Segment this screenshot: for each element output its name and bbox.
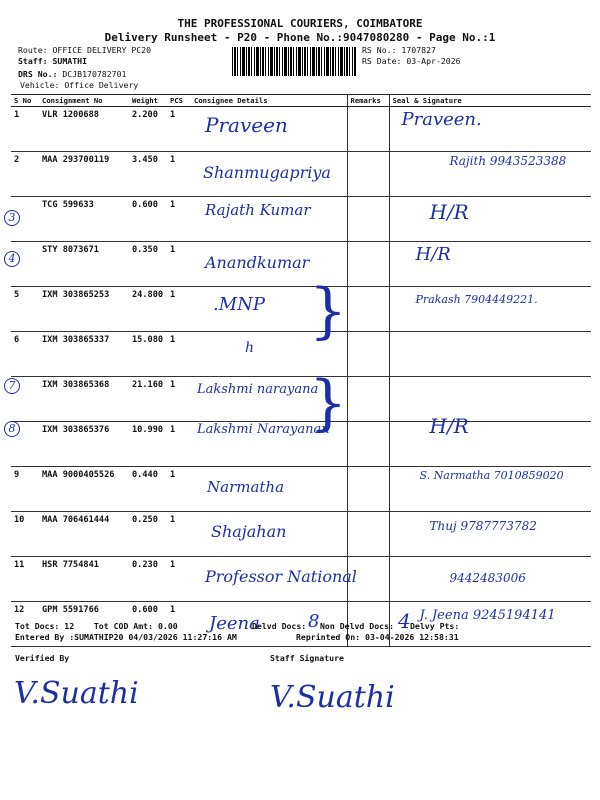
row-remarks: [347, 512, 389, 557]
row-remarks: [347, 422, 389, 467]
route-label: Route: OFFICE DELIVERY PC20: [18, 45, 152, 55]
consignee-handwritten: Praveen: [205, 113, 288, 137]
row-weight: 2.200: [129, 107, 167, 152]
barcode-image: [232, 47, 356, 76]
row-seal-signature: [389, 107, 591, 152]
total-docs: Tot Docs: 12: [15, 621, 75, 631]
signature-handwritten: Prakash 7904449221.: [415, 293, 538, 306]
rs-number: RS No.: 1707827: [362, 45, 436, 55]
row-remarks: [347, 377, 389, 422]
row-weight: 0.350: [129, 242, 167, 287]
row-consignee: [191, 467, 347, 512]
company-name: THE PROFESSIONAL COURIERS, COIMBATORE: [177, 17, 423, 30]
row-sno: [8, 377, 39, 422]
consignee-handwritten: Lakshmi narayana: [197, 382, 319, 397]
row-consignment-no: TCG 599633: [39, 197, 129, 242]
row-sno: 11: [11, 557, 39, 602]
table-row: [11, 107, 591, 152]
row-weight: 0.250: [129, 512, 167, 557]
row-weight: 3.450: [129, 152, 167, 197]
row-consignment-no: STY 8073671: [39, 242, 129, 287]
col-weight: Weight: [129, 95, 167, 107]
row-pcs: 1: [167, 197, 191, 242]
row-weight: 24.800: [129, 287, 167, 332]
table-row: [11, 467, 591, 512]
delivered-docs-handwritten: 8: [308, 611, 320, 632]
row-consignee: [191, 512, 347, 557]
col-consignee: Consignee Details: [191, 95, 347, 107]
verified-by-label: Verified By: [15, 653, 70, 663]
col-pcs: PCS: [167, 95, 191, 107]
row-consignee: [191, 557, 357, 602]
consignee-handwritten: Jeena: [209, 613, 260, 634]
row-sno: 5: [11, 287, 39, 332]
table-row: [11, 242, 591, 287]
row-consignment-no: IXM 303865376: [39, 422, 129, 467]
row-pcs: 1: [167, 377, 191, 422]
row-number-circled-mark: 3: [4, 210, 20, 226]
totals-row: [15, 621, 192, 631]
drs-value: DCJB170782701: [62, 69, 127, 79]
staff-signature-label: Staff Signature: [270, 653, 344, 663]
row-seal-signature: [389, 557, 591, 602]
row-remarks: [347, 107, 389, 152]
signature-handwritten: H/R: [429, 414, 469, 438]
row-pcs: 1: [167, 467, 191, 512]
verified-by-signature: V.Suathi: [14, 676, 139, 711]
row-consignment-no: MAA 293700119: [39, 152, 129, 197]
row-weight: 0.600: [129, 197, 167, 242]
signature-handwritten: H/R: [415, 244, 451, 265]
row-consignee: [191, 107, 347, 152]
consignee-handwritten: Narmatha: [207, 478, 285, 496]
row-sno: [8, 197, 39, 242]
row-number-circled-mark: 8: [4, 421, 20, 437]
col-seal-signature: Seal & Signature: [389, 95, 591, 107]
row-seal-signature: [389, 377, 591, 422]
consignee-handwritten: Shanmugapriya: [203, 163, 331, 182]
row-consignee: [191, 276, 348, 346]
non-delivered-docs-label: Non Delvd Docs:: [320, 621, 394, 631]
consignee-handwritten: .MNP: [213, 294, 266, 315]
row-consignment-no: VLR 1200688: [39, 107, 129, 152]
entered-by: Entered By :SUMATHIP20 04/03/2026 11:27:16 AM: [15, 632, 237, 642]
row-consignment-no: MAA 9000405526: [39, 467, 129, 512]
row-pcs: 1: [167, 332, 191, 377]
row-weight: 10.990: [129, 422, 167, 467]
row-seal-signature: [389, 242, 591, 287]
row-consignee: [191, 422, 347, 467]
table-row: [11, 152, 591, 197]
row-remarks: [347, 242, 389, 287]
row-seal-signature: [389, 332, 591, 377]
table-row: [11, 422, 591, 467]
row-sno: 2: [11, 152, 39, 197]
total-cod-amount: Tot COD Amt: 0.00: [93, 621, 178, 631]
table-row: [11, 287, 591, 332]
row-weight: 21.160: [129, 377, 167, 422]
row-remarks: [347, 467, 389, 512]
drs-number: [18, 69, 126, 79]
consignee-handwritten: h: [245, 340, 255, 356]
row-weight: 0.600: [129, 602, 167, 647]
row-consignee: [191, 197, 347, 242]
row-pcs: 1: [167, 512, 191, 557]
table-row: [11, 332, 591, 377]
row-consignment-no: MAA 706461444: [39, 512, 129, 557]
row-remarks: [347, 197, 389, 242]
signature-handwritten: S. Narmatha 7010859020: [419, 469, 564, 482]
row-consignment-no: IXM 303865368: [39, 377, 129, 422]
signature-handwritten: H/R: [429, 200, 469, 224]
row-sno: 12: [11, 602, 39, 647]
runsheet-table: [8, 94, 591, 647]
staff-label: Staff: SUMATHI: [18, 56, 88, 66]
row-consignment-no: HSR 7754841: [39, 557, 129, 602]
row-sno: 6: [11, 332, 39, 377]
staff-signature: V.Suathi: [270, 680, 395, 715]
row-seal-signature: [389, 197, 591, 242]
row-weight: 0.440: [129, 467, 167, 512]
table-row: [11, 197, 591, 242]
col-consignment: Consignment No: [39, 95, 129, 107]
row-weight: 0.230: [129, 557, 167, 602]
brace-mark: }: [309, 276, 348, 346]
row-remarks: [347, 287, 389, 332]
row-consignee: [191, 152, 347, 197]
row-sno: [8, 422, 39, 467]
vehicle-label: Vehicle: Office Delivery: [20, 80, 139, 90]
row-seal-signature: [389, 414, 591, 467]
row-consignment-no: GPM 5591766: [39, 602, 129, 647]
consignee-handwritten: Rajath Kumar: [205, 201, 311, 219]
row-seal-signature: [389, 287, 591, 332]
signature-handwritten: Rajith 9943523388: [449, 154, 567, 168]
row-weight: 15.080: [129, 332, 167, 377]
consignee-handwritten: Anandkumar: [205, 253, 310, 272]
signature-handwritten: Thuj 9787773782: [429, 519, 537, 533]
row-pcs: 1: [167, 107, 191, 152]
row-remarks: [347, 152, 389, 197]
table-row: [11, 512, 591, 557]
consignee-handwritten: Lakshmi Narayanan: [197, 422, 330, 437]
delivered-docs-label: Delvd Docs:: [252, 621, 307, 631]
row-pcs: 1: [167, 557, 191, 602]
row-remarks: [347, 332, 389, 377]
row-seal-signature: [389, 152, 591, 197]
row-consignment-no: IXM 303865253: [39, 287, 129, 332]
table-row: [11, 557, 591, 602]
delivery-points-label: Delvy Pts:: [410, 621, 460, 631]
row-seal-signature: [389, 512, 591, 557]
row-seal-signature: [389, 467, 591, 512]
row-pcs: 1: [167, 602, 191, 647]
consignee-handwritten: Professor National: [205, 567, 357, 586]
col-sno: S No: [11, 95, 39, 107]
row-consignment-no: IXM 303865337: [39, 332, 129, 377]
row-pcs: 1: [167, 242, 191, 287]
table-row: [11, 377, 591, 422]
row-number-circled-mark: 7: [4, 378, 20, 394]
row-sno: 1: [11, 107, 39, 152]
row-number-circled-mark: 4: [4, 251, 20, 267]
rs-date: RS Date: 03-Apr-2026: [362, 56, 461, 66]
row-pcs: 1: [167, 422, 191, 467]
table-header-row: [11, 95, 591, 107]
non-delivered-docs-handwritten: 4: [398, 609, 411, 633]
signature-handwritten: Praveen.: [401, 109, 482, 130]
col-remarks: Remarks: [347, 95, 389, 107]
brace-mark: }: [309, 368, 348, 438]
row-pcs: 1: [167, 152, 191, 197]
reprinted-on: Reprinted On: 03-04-2026 12:58:31: [296, 632, 459, 642]
signature-handwritten: 9442483006: [449, 571, 526, 585]
row-sno: 9: [11, 467, 39, 512]
runsheet-title: Delivery Runsheet - P20 - Phone No.:9047080280 - Page No.:1: [104, 31, 496, 44]
consignee-handwritten: Shajahan: [211, 522, 287, 541]
drs-label: DRS No.:: [18, 69, 58, 79]
signature-handwritten: J. Jeena 9245194141: [419, 608, 556, 623]
row-sno: 10: [11, 512, 39, 557]
row-sno: [8, 242, 39, 287]
row-pcs: 1: [167, 287, 191, 332]
